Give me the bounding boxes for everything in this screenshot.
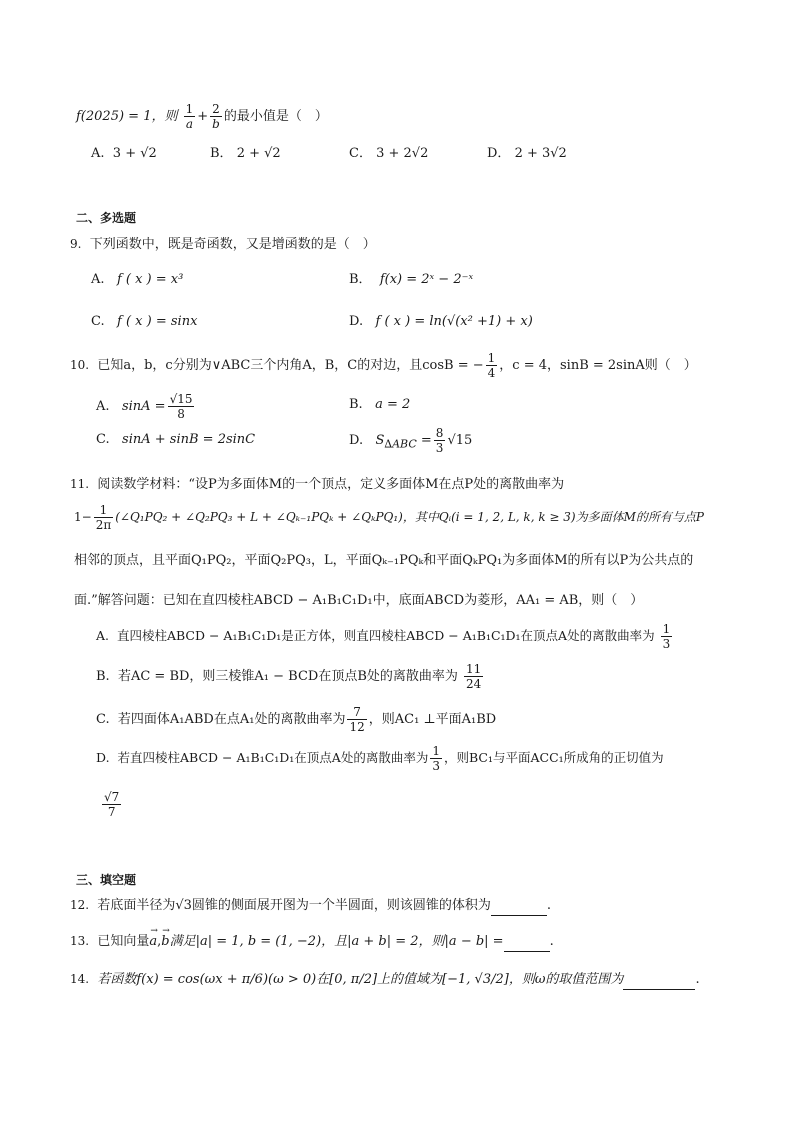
q12-answer-blank[interactable] xyxy=(491,897,547,916)
q9-option-d[interactable]: D. f ( x ) = ln(√(x² +1) + x) xyxy=(349,314,533,329)
q8-option-b[interactable]: B． 2 + √2 xyxy=(210,146,281,161)
q11-stem-line-1: 11. 阅读数学材料：“设P为多面体M的一个顶点，定义多面体M在点P处的离散曲率为 xyxy=(70,477,565,492)
q10-option-a[interactable]: A. sinA = $\frac{√15}{8}$ xyxy=(96,392,193,421)
q13-answer-blank[interactable] xyxy=(504,933,550,952)
q14-stem: 14. 若函数f(x) = cos(ωx + π/6)(ω > 0)在[0, π/2]上的值域为[−1, √3/2]，则ω的取值范围为 . xyxy=(70,970,700,990)
q11-stem-line-3: 相邻的顶点，且平面Q₁PQ₂，平面Q₂PQ₃，L，平面Qₖ₋₁PQₖ和平面QₖPQ₁为多面体M的所有以P为公共点的 xyxy=(74,553,694,568)
vector-b: → b xyxy=(161,933,169,951)
q9-option-b[interactable]: B． f(x) = 2ˣ − 2⁻ˣ xyxy=(349,272,474,287)
section-multiple-choice-title: 二、多选题 xyxy=(76,211,137,225)
q13-stem: 13. 已知向量→ a,→ b满足|a| = 1, b = (1, −2)，且|a + b| = 2，则|a − b| = . xyxy=(70,932,554,952)
q11-option-b[interactable]: B. 若AC = BD，则三棱锥A₁ − BCD在顶点B处的离散曲率为 $\frac{11}{24}$ xyxy=(96,662,482,691)
q10-cos-fraction: $\frac{1}{4}$ xyxy=(487,351,496,380)
vector-a: → a xyxy=(149,933,157,951)
q8-stem: f(2025) = 1，则 $\frac{1}{a}$ + $\frac{2}{b}$ 的最小值是（ ） xyxy=(76,102,328,131)
q11-stem-line-2: 1− $\frac{1}{2\pi}$ (∠Q₁PQ₂ + ∠Q₂PQ₃ + L + ∠Qₖ₋₁PQₖ + ∠QₖPQ₁)，其中Qᵢ(i = 1, 2, L, k, k ≥ 3)为多面体M的所有与点P xyxy=(74,503,704,532)
q11-option-a[interactable]: A. 直四棱柱ABCD − A₁B₁C₁D₁是正方体，则直四棱柱ABCD − A₁B₁C₁D₁在顶点A处的离散曲率为 $\frac{1}{3}$ xyxy=(96,622,671,651)
q11-option-d-answer-value: $\frac{√7}{7}$ xyxy=(104,790,120,819)
q14-answer-blank[interactable] xyxy=(623,971,695,990)
q12-stem: 12. 若底面半径为√3圆锥的侧面展开图为一个半圆面，则该圆锥的体积为 . xyxy=(70,896,551,916)
q8-condition: f(2025) = 1，则 xyxy=(76,109,178,124)
q10-option-b[interactable]: B. a = 2 xyxy=(349,397,411,412)
q9-stem: 9. 下列函数中，既是奇函数，又是增函数的是（ ） xyxy=(70,237,376,252)
q8-tail: 的最小值是（ ） xyxy=(223,109,328,124)
q11-stem-line-4: 面.”解答问题：已知在直四棱柱ABCD − A₁B₁C₁D₁中，底面ABCD为菱形，AA₁ = AB，则（ ） xyxy=(74,593,644,608)
q11-option-c[interactable]: C. 若四面体A₁ABD在点A₁处的离散曲率为 $\frac{7}{12}$ ，则AC₁ ⊥平面A₁BD xyxy=(96,705,497,734)
q8-frac-2-over-b: $\frac{2}{b}$ xyxy=(212,102,220,131)
q8-option-a[interactable]: A. 3 + √2 xyxy=(91,146,157,161)
q10-option-d[interactable]: D. $S_{\Delta ABC}$ = $\frac{8}{3}$ √15 xyxy=(349,426,473,455)
q11-option-d[interactable]: D. 若直四棱柱ABCD − A₁B₁C₁D₁在顶点A处的离散曲率为 $\frac{1}{3}$ ，则BC₁与平面ACC₁所成角的正切值为 xyxy=(96,744,664,773)
q10-stem: 10. 已知a，b，c分别为∨ABC三个内角A，B，C的对边，且cosB = − $\frac{1}{4}$ ，c = 4，sinB = 2sinA则（ ） xyxy=(70,351,697,380)
q9-option-c[interactable]: C. f ( x ) = sinx xyxy=(91,314,198,329)
section-fill-in-title: 三、填空题 xyxy=(76,873,137,887)
q10-option-c[interactable]: C. sinA + sinB = 2sinC xyxy=(96,432,256,447)
q8-option-d[interactable]: D． 2 + 3√2 xyxy=(487,146,567,161)
q8-frac-1-over-a: $\frac{1}{a}$ xyxy=(185,102,194,131)
q8-option-c[interactable]: C． 3 + 2√2 xyxy=(349,146,429,161)
q9-option-a[interactable]: A. f ( x ) = x³ xyxy=(91,272,184,287)
